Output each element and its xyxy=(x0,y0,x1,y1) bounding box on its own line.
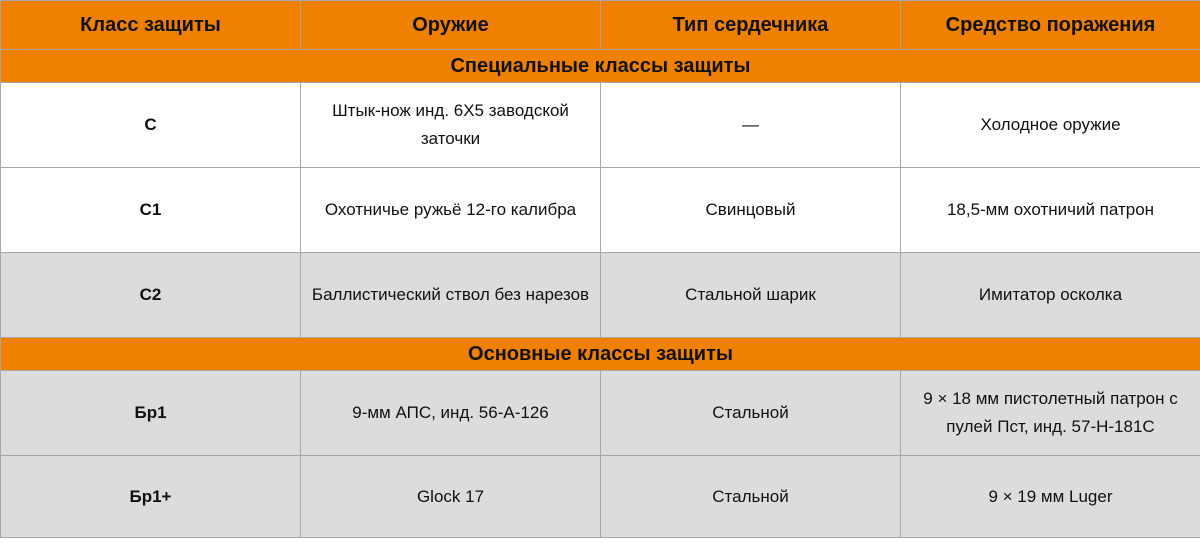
weapon-cell: Штык-нож инд. 6Х5 заводской заточки xyxy=(301,83,601,168)
section-title: Специальные классы защиты xyxy=(1,50,1200,83)
table-row xyxy=(1,168,1200,253)
table-row xyxy=(1,83,1200,168)
weapon-cell: Glock 17 xyxy=(301,456,601,538)
section-header-basic xyxy=(1,338,1200,371)
weapon-cell: 9-мм АПС, инд. 56-А-126 xyxy=(301,371,601,456)
means-cell: Холодное оружие xyxy=(901,83,1200,168)
table-row xyxy=(1,253,1200,338)
core-cell: — xyxy=(601,83,901,168)
header-weapon: Оружие xyxy=(301,1,601,50)
core-cell: Стальной xyxy=(601,456,901,538)
class-cell: С2 xyxy=(1,253,301,338)
core-cell: Свинцовый xyxy=(601,168,901,253)
class-cell: С xyxy=(1,83,301,168)
table-row xyxy=(1,456,1200,538)
weapon-cell: Баллистический ствол без нарезов xyxy=(301,253,601,338)
section-header-special xyxy=(1,50,1200,83)
section-title: Основные классы защиты xyxy=(1,338,1200,371)
header-damage-means: Средство поражения xyxy=(901,1,1200,50)
means-cell: 18,5-мм охотничий патрон xyxy=(901,168,1200,253)
header-protection-class: Класс защиты xyxy=(1,1,301,50)
core-cell: Стальной шарик xyxy=(601,253,901,338)
means-cell: 9 × 18 мм пистолетный патрон с пулей Пст, инд. 57-Н-181С xyxy=(901,371,1200,456)
table-header-row xyxy=(1,1,1200,50)
table-row xyxy=(1,371,1200,456)
class-cell: Бр1 xyxy=(1,371,301,456)
header-core-type: Тип сердечника xyxy=(601,1,901,50)
class-cell: Бр1+ xyxy=(1,456,301,538)
class-cell: С1 xyxy=(1,168,301,253)
core-cell: Стальной xyxy=(601,371,901,456)
means-cell: Имитатор осколка xyxy=(901,253,1200,338)
means-cell: 9 × 19 мм Luger xyxy=(901,456,1200,538)
weapon-cell: Охотничье ружьё 12-го калибра xyxy=(301,168,601,253)
